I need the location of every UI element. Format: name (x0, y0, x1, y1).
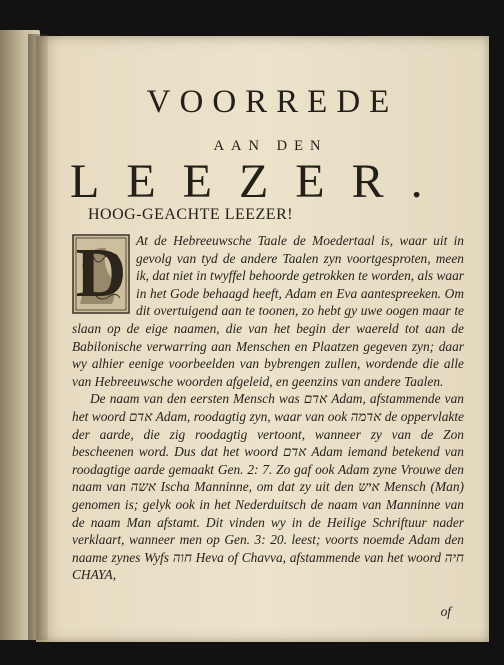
book-page (36, 36, 489, 642)
body-text (72, 232, 464, 584)
ornamental-initial-d-icon (72, 234, 130, 314)
title-voorrede: VOORREDE (146, 84, 399, 120)
title-aan-den: AAN DEN (213, 138, 328, 154)
dropcap-letter: D (75, 235, 127, 312)
paragraph-1 (72, 232, 464, 390)
gutter-shadow (28, 34, 48, 640)
salutation: HOOG-GEACHTE LEEZER! (88, 206, 294, 223)
paragraph-1-text: At de Hebreeuwsche Taale de Moedertaal is, waar uit in gevolg van tyd de andere Taalen zyn voortgesproten, meen ik, dat niet in twyffel behoorde getrokken te worden, als waar in het Gode behaagd heeft, Adam en Eva aantespreeken. Om dit overtuigend aan te toonen, zo hebt gy uwe oogen maar te slaan op de eige naamen, die van het begin der waereld tot aan de Babilonische verwarring aan Menschen en Plaatzen gegeven zyn; daar wy alhier eenige voorbeelden van bybrengen zullen, wordende die alle van Hebreeuwsche woorden afgeleid, en geenzins van andere Taalen. (72, 233, 465, 389)
catchword: of (440, 604, 451, 619)
paragraph-2 (72, 390, 464, 584)
paragraph-2-text: De naam van den eersten Mensch was אדם Adam, afstammende van het woord אדם Adam, roodagtig zyn, waar van ook אדמה de oppervlakte der aarde, die zig roodagtig vertoont, wanneer zy van de Zon bescheenen word. Dus dat het woord אדם Adam iemand betekend van roodagtige aarde gemaakt Gen. 2: 7. Zo gaf ook Adam zyne Vrouwe den naam van אשה Ischa Manninne, om dat zy uit den איש Mensch (Man) genomen is; gelyk ook in het Nederduitsch de naam van Manninne van de naam Man afstamt. Dit vinden wy in de Heilige Schriftuur nader verklaart, wanneer men op Gen. 3: 20. leest; voorts noemde Adam den naame zynes Wyfs חוה Heva of Chavva, afstammende van het woord חיה CHAYA, (72, 391, 464, 583)
title-leezer: LEEZER. (70, 155, 450, 208)
